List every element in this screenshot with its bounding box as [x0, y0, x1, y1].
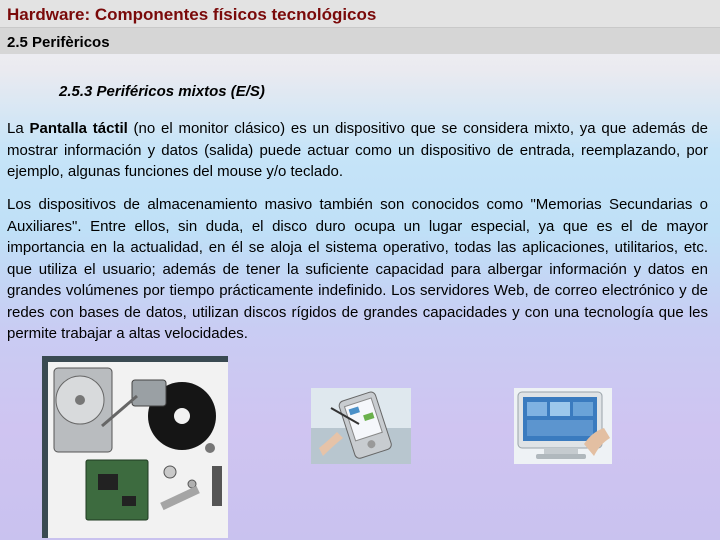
pda-touchscreen-photo — [311, 388, 411, 464]
page-title: Hardware: Componentes físicos tecnológicos — [7, 5, 377, 24]
page-subtitle: 2.5 Perifèricos — [7, 34, 110, 51]
paragraph-storage: Los dispositivos de almacenamiento masivo también son conocidos como "Memorias Secundarias o Auxiliares". Entre ellos, sin duda, el disco duro ocupa un lugar especial, ya que es el de mayor importancia en la actualidad, en él se aloja el sistema operativo, todas las aplicaciones, utilitarios, etc. que utiliza el usuario; además de tener la suficiente capacidad para albergar información y datos en grandes volúmenes por tiempo prácticamente indefinido. Los servidores Web, de correo electrónico y de redes con bases de datos, utilizan discos rígidos de grandes capacidades y con una tecnología que les permite trabajar a altas velocidades. — [7, 196, 708, 342]
subtitle-bar — [0, 28, 720, 54]
hard-disk-parts-photo — [42, 356, 228, 538]
p1-prefix: La — [7, 120, 30, 137]
p1-rest: (no el monitor clásico) es un dispositivo que se considera mixto, ya que además de mostrar información y datos (salida) puede actuar como un dispositivo de entrada, reemplazando, por ejemplo, algunas funciones del mouse y/o teclado. — [7, 120, 709, 180]
paragraph-touchscreen — [7, 118, 708, 183]
title-bar — [0, 0, 720, 28]
p1-bold-term: Pantalla táctil — [29, 120, 128, 137]
touch-monitor-photo — [514, 388, 612, 464]
section-heading: 2.5.3 Periféricos mixtos (E/S) — [59, 83, 265, 100]
